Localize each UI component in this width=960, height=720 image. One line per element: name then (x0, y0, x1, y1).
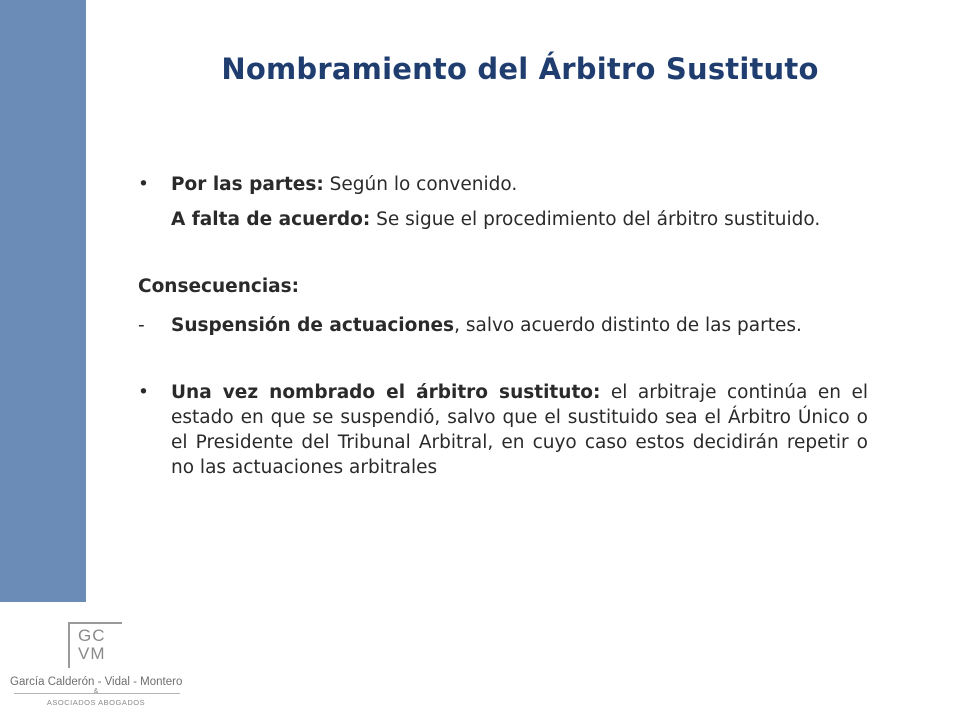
side-accent-bar (0, 0, 86, 602)
bullet-item-una-vez-nombrado (138, 380, 868, 480)
logo-ampersand: & (93, 688, 99, 695)
firm-logo (10, 622, 182, 714)
section-heading-consecuencias: Consecuencias: (138, 276, 300, 297)
dash-marker: - (138, 315, 145, 336)
slide-body (138, 172, 868, 480)
dash-item-suspension (138, 313, 868, 338)
bullet-bold-label: Suspensión de actuaciones (171, 315, 455, 336)
firm-subtitle: ASOCIADOS ABOGADOS (46, 698, 146, 707)
sub-item-falta-de-acuerdo (138, 207, 868, 232)
bullet-text: Se sigue el procedimiento del árbitro sustituido. (370, 209, 821, 230)
firm-name: García Calderón - Vidal - Montero (10, 676, 183, 688)
bullet-bold-label: A falta de acuerdo: (171, 209, 371, 230)
bullet-marker: • (138, 382, 149, 403)
bullet-bold-label: Por las partes: (171, 174, 324, 195)
bullet-item-por-las-partes (138, 172, 868, 197)
bullet-text: Según lo convenido. (323, 174, 518, 195)
bullet-marker: • (138, 174, 149, 195)
bullet-text: , salvo acuerdo distinto de las partes. (454, 315, 802, 336)
bullet-bold-label: Una vez nombrado el árbitro sustituto: (171, 382, 601, 403)
slide-title: Nombramiento del Árbitro Sustituto (221, 52, 819, 86)
bullet-text: el arbitraje continúa en el estado en que se suspendió, salvo que el sustituido sea el Árbitro Único o el Presidente del Tribunal Arbitral, en cuyo caso estos decidirán repetir o no las actuaciones arbitrales (171, 382, 868, 478)
logo-mark-icon: GC VM (68, 622, 122, 668)
